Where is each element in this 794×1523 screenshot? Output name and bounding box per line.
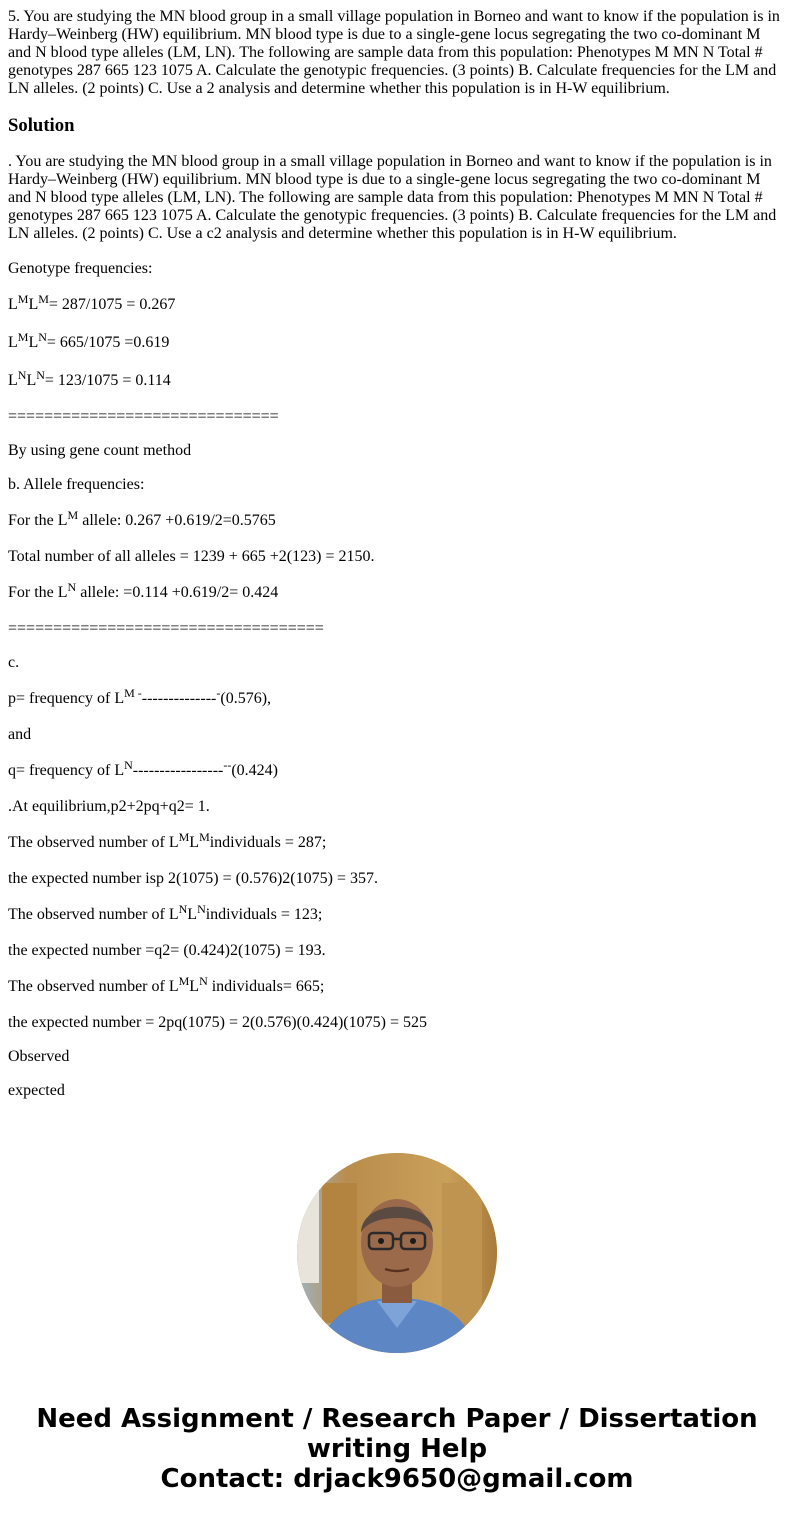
solution-heading: Solution: [8, 115, 75, 136]
question-text: 5. You are studying the MN blood group in a small village population in Borneo and want to know if the population is in Hardy–Weinberg (HW) equilibrium. MN blood type is due to a single-gene locus segregating the two co-dominant M and N blood type alleles (LM, LN). The following are sample data from this population: Phenotypes M MN N Total # genotypes 287 665 123 1075 A. Calculate the genotypic frequencies. (3 points) B. Calculate frequencies for the LM and LN alleles. (2 points) C. Use a 2 analysis and determine whether this population is in H-W equilibrium.: [8, 8, 780, 97]
total-alleles: Total number of all alleles = 1239 + 665 +2(123) = 2150.: [8, 548, 375, 565]
genotype-heading: Genotype frequencies:: [8, 260, 153, 277]
footer-contact-email: Contact: drjack9650@gmail.com: [160, 1464, 634, 1494]
genotype-lmln: $L^ML^N= 665/1075 =0.619$: [8, 330, 170, 351]
expected-lnln: the expected number =q2= (0.424)2(1075) = 193.: [8, 942, 326, 959]
author-avatar: [297, 1153, 497, 1353]
ln-allele-frequency: For the $L^N$ allele: =0.114 +0.619/2= 0.424: [8, 580, 279, 601]
genotype-lmlm: $L^ML^M= 287/1075 = 0.267$: [8, 292, 176, 313]
observed-lmln: The observed number of $L^ML^N$ individuals= 665;: [8, 974, 325, 995]
observed-lmlm: The observed number of $L^ML^Mindividuals = 287$;: [8, 830, 327, 851]
expected-lmlm: the expected number isp 2(1075) = (0.576)2(1075) = 357.: [8, 870, 378, 887]
contact-footer: [0, 1404, 794, 1494]
allele-heading: b. Allele frequencies:: [8, 476, 145, 493]
footer-line-1: Need Assignment / Research Paper / Dissertation: [36, 1404, 758, 1434]
part-c-label: c.: [8, 654, 20, 671]
observed-label: Observed: [8, 1048, 70, 1065]
lm-allele-frequency: For the $L^M$ allele: 0.267 +0.619/2=0.5765: [8, 508, 276, 529]
separator-2: ===================================: [8, 620, 324, 637]
p-frequency: p= frequency of $L^{M -}--------------^-(0.576)$,: [8, 686, 272, 707]
equilibrium-equation: .At equilibrium,p2+2pq+q2= 1.: [8, 798, 210, 815]
expected-lmln: the expected number = 2pq(1075) = 2(0.576)(0.424)(1075) = 525: [8, 1014, 427, 1031]
restated-question: . You are studying the MN blood group in a small village population in Borneo and want to know if the population is in Hardy–Weinberg (HW) equilibrium. MN blood type is due to a single-gene locus segregating the two co-dominant M and N blood type alleles (LM, LN). The following are sample data from this population: Phenotypes M MN N Total # genotypes 287 665 123 1075 A. Calculate the genotypic frequencies. (3 points) B. Calculate frequencies for the LM and LN alleles. (2 points) C. Use a c2 analysis and determine whether this population is in H-W equilibrium.: [8, 153, 777, 242]
gene-count-method: By using gene count method: [8, 442, 192, 459]
footer-line-2: writing Help: [306, 1434, 488, 1464]
observed-lnln: The observed number of $L^NL^Nindividuals = 123$;: [8, 902, 323, 923]
genotype-lnln: $L^NL^N= 123/1075 = 0.114$: [8, 368, 171, 389]
expected-label: expected: [8, 1082, 65, 1099]
q-frequency: q= frequency of $L^N-----------------^{--}(0.424)$: [8, 758, 278, 779]
and-label: and: [8, 726, 32, 743]
separator-1: ==============================: [8, 408, 279, 425]
